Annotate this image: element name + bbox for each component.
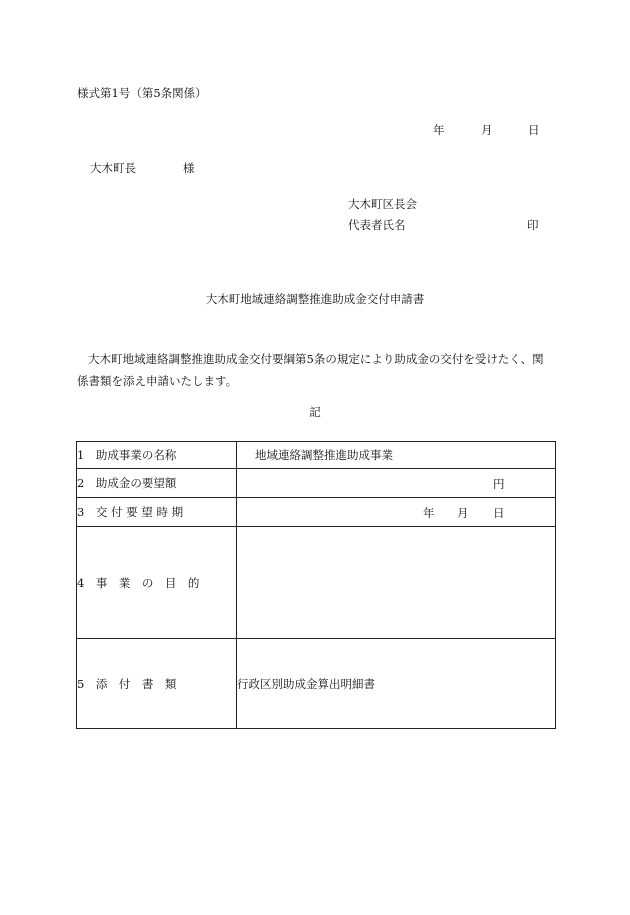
item-label: 4 事 業 の 目 的 [77, 527, 237, 639]
request-month-label: 月 [457, 506, 469, 520]
item-label: 2 助成金の要望額 [77, 469, 237, 498]
application-statement-text: 大木町地域連絡調整推進助成金交付要綱第5条の規定により助成金の交付を受けたく、関係書類を添え申請いたします。 [77, 352, 544, 388]
yen-unit: 円 [493, 477, 505, 491]
date-month-label: 月 [481, 123, 493, 137]
recipient-name: 大木町長 [90, 161, 136, 175]
requested-date-field[interactable] [237, 498, 556, 527]
applicant-organization: 大木町区長会 [348, 197, 417, 211]
project-name-value: 地域連絡調整推進助成事業 [237, 442, 556, 469]
item-label: 3 交 付 要 望 時 期 [77, 498, 237, 527]
table-row [77, 639, 556, 729]
document-title: 大木町地域連絡調整推進助成金交付申請書 [205, 292, 425, 306]
table-row [77, 527, 556, 639]
form-number: 様式第1号（第5条関係） [77, 86, 207, 100]
item-label: 5 添 付 書 類 [77, 639, 237, 729]
items-table [76, 441, 556, 729]
item-label: 1 助成事業の名称 [77, 442, 237, 469]
table-row [77, 442, 556, 469]
recipient-honorific: 様 [183, 161, 195, 175]
date-day-label: 日 [528, 123, 540, 137]
representative-name-label: 代表者氏名 [348, 218, 406, 232]
application-statement [77, 348, 555, 392]
request-year-label: 年 [423, 506, 435, 520]
attached-documents-value: 行政区別助成金算出明細書 [237, 639, 556, 729]
ki-heading: 記 [309, 405, 321, 419]
table-row [77, 498, 556, 527]
seal-mark: 印 [527, 218, 539, 232]
project-purpose-field[interactable] [237, 527, 556, 639]
requested-amount-field[interactable] [237, 469, 556, 498]
table-row [77, 469, 556, 498]
request-day-label: 日 [493, 506, 505, 520]
date-year-label: 年 [433, 123, 445, 137]
